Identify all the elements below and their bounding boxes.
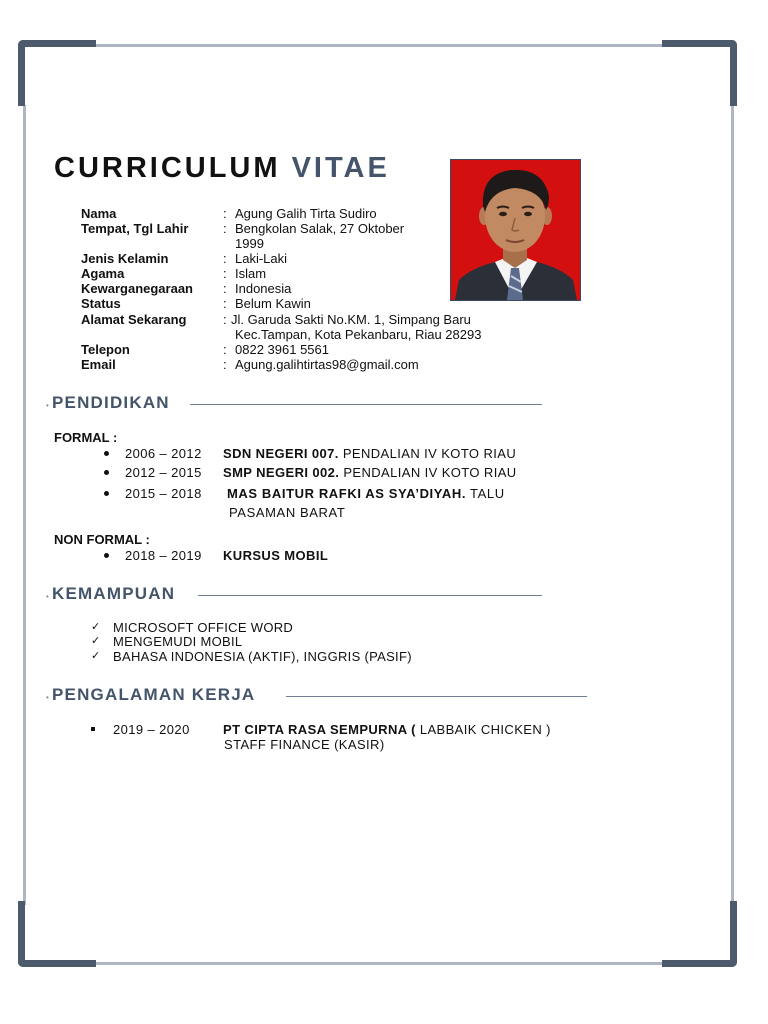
frame-corner-top-right-h [662, 40, 737, 47]
info-value-cont: 1999 [235, 236, 264, 251]
info-colon: : [223, 251, 227, 266]
check-icon: ✓ [91, 621, 101, 633]
skill-text: BAHASA INDONESIA (AKTIF), INGGRIS (PASIF) [113, 649, 412, 664]
frame-left-line [23, 105, 26, 905]
section-education-title: PENDIDIKAN [52, 393, 170, 412]
edu-school-name: MAS BAITUR RAFKI AS SYA’DIYAH. [227, 486, 467, 501]
edu-school [227, 486, 505, 501]
edu-school-place: PENDALIAN IV KOTO RIAU [338, 446, 517, 461]
page-title [54, 152, 390, 185]
info-colon: : [223, 296, 227, 311]
edu-years: 2018 – 2019 [125, 548, 202, 563]
skill-text: MENGEMUDI MOBIL [113, 634, 243, 649]
edu-school-place: PENDALIAN IV KOTO RIAU [339, 465, 517, 480]
edu-school [223, 465, 517, 480]
section-education-rule [190, 404, 542, 405]
frame-corner-bottom-left-h [18, 960, 96, 967]
work-company [223, 722, 551, 737]
skill-text: MICROSOFT OFFICE WORD [113, 620, 294, 635]
info-colon: : [223, 221, 227, 236]
info-label: Email [81, 357, 116, 372]
info-label: Nama [81, 206, 117, 221]
info-label: Alamat Sekarang [81, 312, 187, 327]
frame-corner-top-left-v [18, 40, 25, 106]
section-bullet-icon: • [46, 693, 49, 702]
check-icon: ✓ [91, 650, 101, 662]
check-icon: ✓ [91, 635, 101, 647]
work-years: 2019 – 2020 [113, 722, 190, 737]
formal-label: FORMAL : [54, 430, 118, 445]
info-colon: : [223, 281, 227, 296]
frame-corner-top-right-v [730, 40, 737, 106]
info-value: Bengkolan Salak, 27 Oktober [235, 221, 405, 236]
info-value: Indonesia [235, 281, 292, 296]
bullet-icon [104, 451, 109, 456]
section-experience-rule [286, 696, 587, 697]
info-colon: : [223, 357, 227, 372]
info-value: Agung.galihtirtas98@gmail.com [235, 357, 419, 372]
info-colon: : [223, 312, 227, 327]
edu-school-name: SDN NEGERI 007. [223, 446, 339, 461]
edu-years: 2015 – 2018 [125, 486, 202, 501]
info-label: Tempat, Tgl Lahir [81, 221, 189, 236]
edu-school-place: TALU [466, 486, 505, 501]
edu-school-name: SMP NEGERI 002. [223, 465, 340, 480]
title-curriculum: CURRICULUM [54, 152, 281, 184]
section-bullet-icon: • [46, 592, 49, 601]
info-colon: : [223, 266, 227, 281]
bullet-icon [104, 491, 109, 496]
info-label: Status [81, 296, 121, 311]
bullet-icon [104, 470, 109, 475]
info-value-cont: Kec.Tampan, Kota Pekanbaru, Riau 28293 [235, 327, 482, 342]
info-value: Belum Kawin [235, 296, 311, 311]
section-bullet-icon: • [46, 401, 49, 410]
info-label: Kewarganegaraan [81, 281, 193, 296]
edu-years: 2006 – 2012 [125, 446, 202, 461]
edu-school-place-cont: PASAMAN BARAT [229, 505, 346, 520]
info-label: Telepon [81, 342, 130, 357]
section-skills-rule [198, 595, 542, 596]
edu-course-name: KURSUS MOBIL [223, 548, 329, 563]
info-value: Agung Galih Tirta Sudiro [235, 206, 377, 221]
frame-right-line [731, 105, 734, 905]
frame-bottom-line [95, 962, 663, 965]
info-colon: : [223, 342, 227, 357]
info-colon: : [223, 206, 227, 221]
info-value: Islam [235, 266, 267, 281]
edu-course [223, 548, 328, 563]
info-value: Laki-Laki [235, 251, 288, 266]
profile-photo [450, 159, 581, 301]
bullet-icon [104, 553, 109, 558]
work-role: STAFF FINANCE (KASIR) [224, 737, 385, 752]
info-value: 0822 3961 5561 [235, 342, 329, 357]
section-skills-title: KEMAMPUAN [52, 584, 176, 603]
info-label: Agama [81, 266, 125, 281]
work-company-name: PT CIPTA RASA SEMPURNA ( [223, 722, 416, 737]
title-vitae: VITAE [291, 152, 390, 184]
edu-years: 2012 – 2015 [125, 465, 202, 480]
frame-corner-bottom-right-v [730, 901, 737, 967]
portrait-image [451, 160, 580, 300]
frame-corner-bottom-left-v [18, 901, 25, 967]
edu-school [223, 446, 516, 461]
frame-corner-bottom-right-h [662, 960, 737, 967]
info-label: Jenis Kelamin [81, 251, 169, 266]
nonformal-label: NON FORMAL : [54, 532, 150, 547]
square-bullet-icon [91, 727, 95, 731]
frame-corner-top-left-h [18, 40, 96, 47]
work-company-suffix: LABBAIK CHICKEN ) [415, 722, 551, 737]
info-value: Jl. Garuda Sakti No.KM. 1, Simpang Baru [231, 312, 471, 327]
frame-top-line [95, 44, 663, 47]
section-experience-title: PENGALAMAN KERJA [52, 685, 256, 704]
